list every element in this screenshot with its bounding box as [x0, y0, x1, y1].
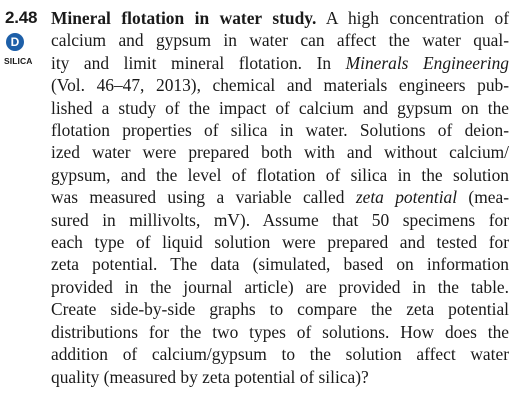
- text-line: Mineral flotation in water study. A high concentration of: [51, 8, 510, 28]
- journal-name: Minerals Engineering: [345, 52, 509, 73]
- text-line: quality (measured by zeta potential of silica)?: [51, 366, 369, 387]
- text-line: calcium and gypsum in water can affect the water qual-: [51, 30, 509, 51]
- text-line: addition of calcium/gypsum to the solution affect water: [51, 344, 509, 365]
- text-line: ity and limit mineral flotation. In Minerals Engineering: [51, 52, 509, 73]
- text-line: flotation properties of silica in water. Solutions of deion-: [51, 120, 509, 141]
- exercise-text: [51, 7, 509, 388]
- exercise-title: Mineral flotation in water study.: [51, 8, 317, 28]
- text-line: gypsum, and the level of flotation of silica in the solution: [51, 164, 509, 185]
- text-line: distributions for the two types of solutions. How does the: [51, 321, 509, 342]
- text-line: (Vol. 46–47, 2013), chemical and materials engineers pub-: [51, 75, 509, 96]
- text-line: was measured using a variable called zeta potential (mea-: [51, 187, 509, 208]
- exercise-number: 2.48: [5, 8, 38, 27]
- text-line: each type of liquid solution were prepared and tested for: [51, 232, 509, 253]
- text-line: Create side-by-side graphs to compare the zeta potential: [51, 299, 509, 320]
- text-line: lished a study of the impact of calcium and gypsum on the: [51, 97, 509, 118]
- dataset-label: SILICA: [4, 56, 33, 66]
- text-line: sured in millivolts, mV). Assume that 50 specimens for: [51, 209, 509, 230]
- text-line: zeta potential. The data (simulated, based on information: [51, 254, 509, 275]
- variable-term: zeta potential: [355, 187, 458, 208]
- data-set-icon: D: [6, 33, 24, 51]
- text-line: ized water were prepared both with and without calcium/: [51, 142, 509, 163]
- text-line: provided in the journal article) are provided in the table.: [51, 276, 509, 297]
